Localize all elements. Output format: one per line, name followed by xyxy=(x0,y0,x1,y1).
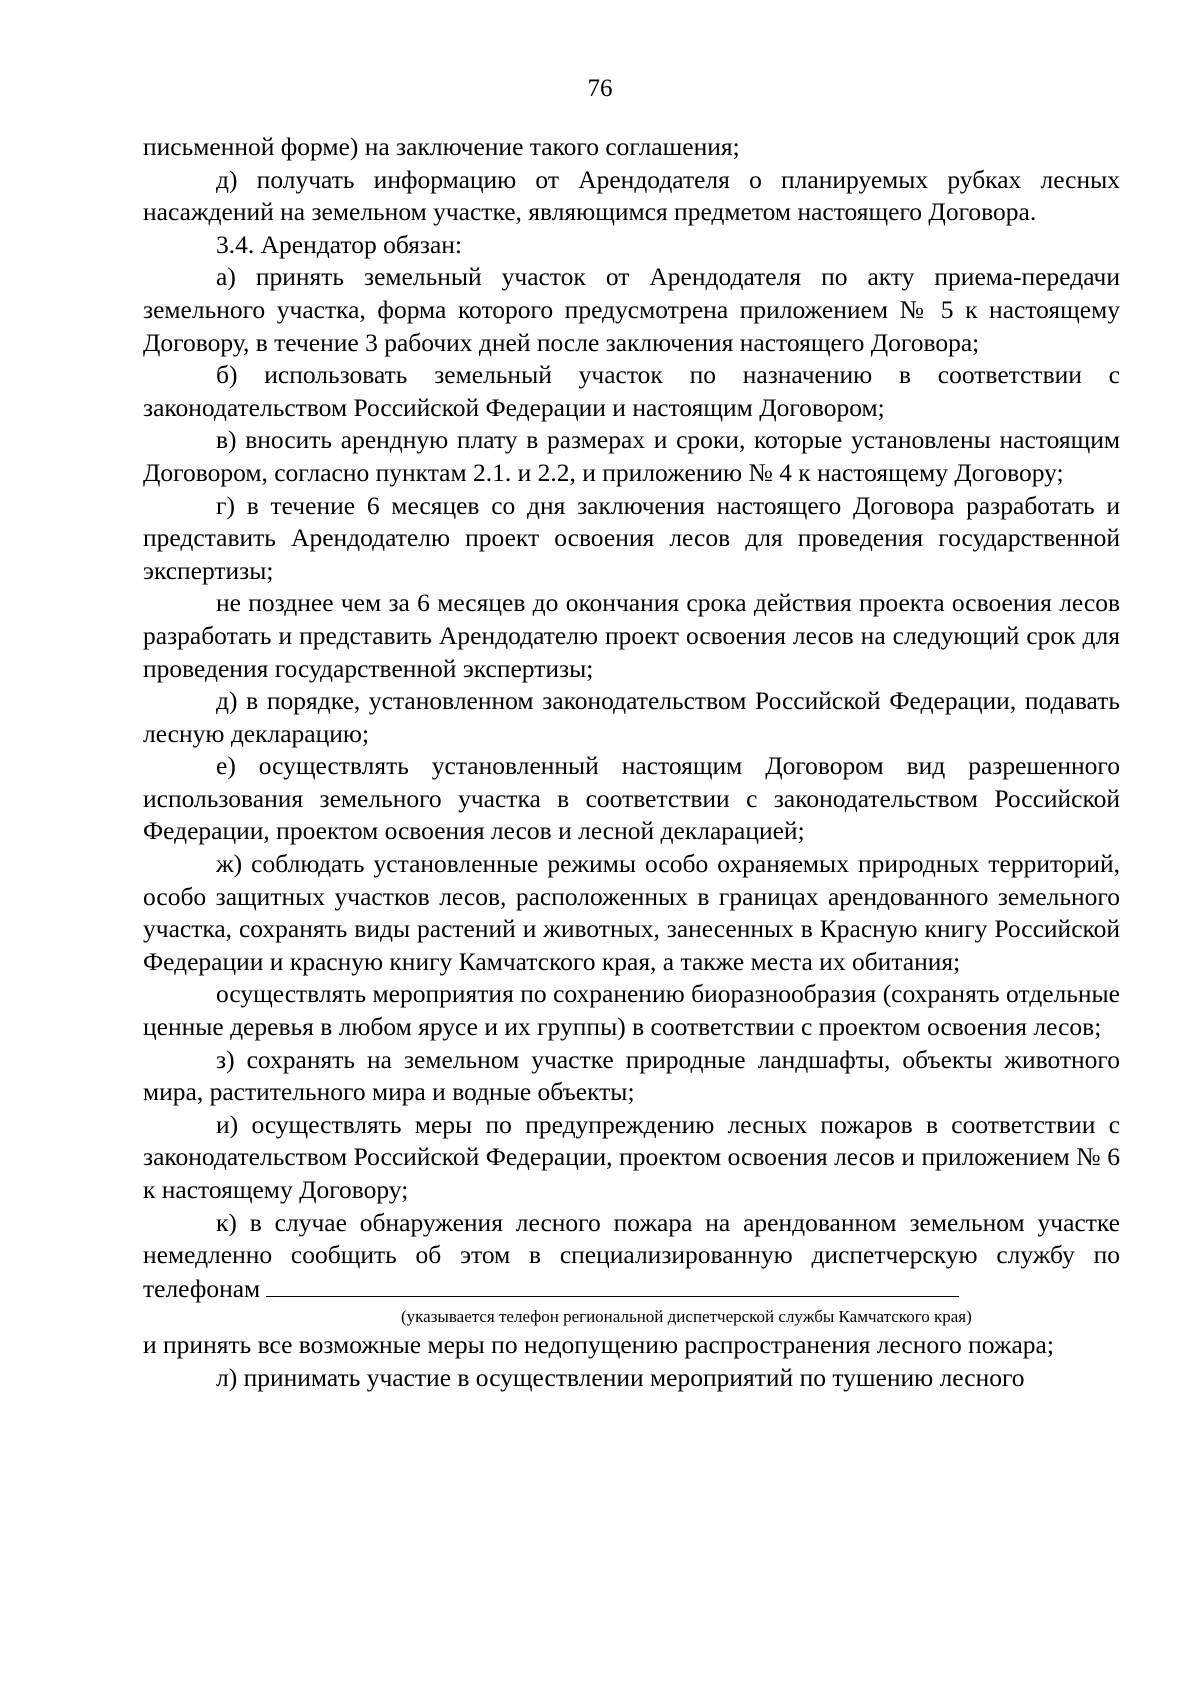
paragraph-continuation: письменной форме) на заключение такого соглашения; xyxy=(143,132,740,161)
paragraph-g: г) в течение 6 месяцев со дня заключения настоящего Договора разработать и представить Арендодателю проект освоения лесов для проведения государственной экспертизы; xyxy=(143,490,1120,585)
paragraph-b: б) использовать земельный участок по назначению в соответствии с законодательством Российской Федерации и настоящим Договором; xyxy=(143,360,1120,422)
paragraph-zh: ж) соблюдать установленные режимы особо охраняемых природных территорий, особо защитных участков лесов, расположенных в границах арендованного земельного участка, сохранять виды растений и животных, занесенных в Красную книгу Российской Федерации и красную книгу Камчатского края, а также места их обитания; xyxy=(143,849,1120,976)
phone-blank-line[interactable] xyxy=(266,1272,959,1297)
document-body xyxy=(143,131,1120,1395)
paragraph-e: е) осуществлять установленный настоящим Договором вид разрешенного использования земельного участка в соответствии с законодательством Российской Федерации, проектом освоения лесов и лесной декларацией; xyxy=(143,751,1120,846)
paragraph-d-receive-info: д) получать информацию от Арендодателя о планируемых рубках лесных насаждений на земельном участке, являющимся предметом настоящего Договора. xyxy=(143,164,1120,227)
page-number: 76 xyxy=(587,75,613,102)
paragraph-k-text: к) в случае обнаружения лесного пожара на арендованном земельном участке немедленно сообщить об этом в специализированную диспетчерскую службу по телефонам xyxy=(143,1207,1120,1303)
paragraph-v: в) вносить арендную плату в размерах и сроки, которые установлены настоящим Договором, согласно пунктам 2.1. и 2.2, и приложению № 4 к настоящему Договору; xyxy=(143,425,1120,487)
paragraph-a: а) принять земельный участок от Арендодателя по акту приема-передачи земельного участка, форма которого предусмотрена приложением № 5 к настоящему Договору, в течение 3 рабочих дней после заключения настоящего Договора; xyxy=(143,262,1120,357)
paragraph-i: и) осуществлять меры по предупреждению лесных пожаров в соответствии с законодательством Российской Федерации, проектом освоения лесов и приложением № 6 к настоящему Договору; xyxy=(143,1109,1120,1204)
paragraph-g-continued: не позднее чем за 6 месяцев до окончания срока действия проекта освоения лесов разработать и представить Арендодателю проект освоения лесов на следующий срок для проведения государственной экспертизы; xyxy=(143,588,1120,683)
paragraph-l: л) принимать участие в осуществлении мероприятий по тушению лесного xyxy=(216,1362,1025,1392)
paragraph-zh-continued: осуществлять мероприятия по сохранению биоразнообразия (сохранять отдельные ценные деревья в любом ярусе и их группы) в соответствии с проектом освоения лесов; xyxy=(143,979,1120,1042)
paragraph-d: д) в порядке, установленном законодательством Российской Федерации, подавать лесную декларацию; xyxy=(143,686,1120,748)
paragraph-k xyxy=(143,1207,1120,1306)
paragraph-k-continued: и принять все возможные меры по недопущению распространения лесного пожара; xyxy=(143,1330,1054,1360)
paragraph-z: з) сохранять на земельном участке природные ландшафты, объекты животного мира, растительного мира и водные объекты; xyxy=(143,1044,1120,1107)
phone-note: (указывается телефон региональной диспетчерской службы Камчатского края) xyxy=(401,1307,972,1327)
section-heading-3-4: 3.4. Арендатор обязан: xyxy=(216,229,463,259)
